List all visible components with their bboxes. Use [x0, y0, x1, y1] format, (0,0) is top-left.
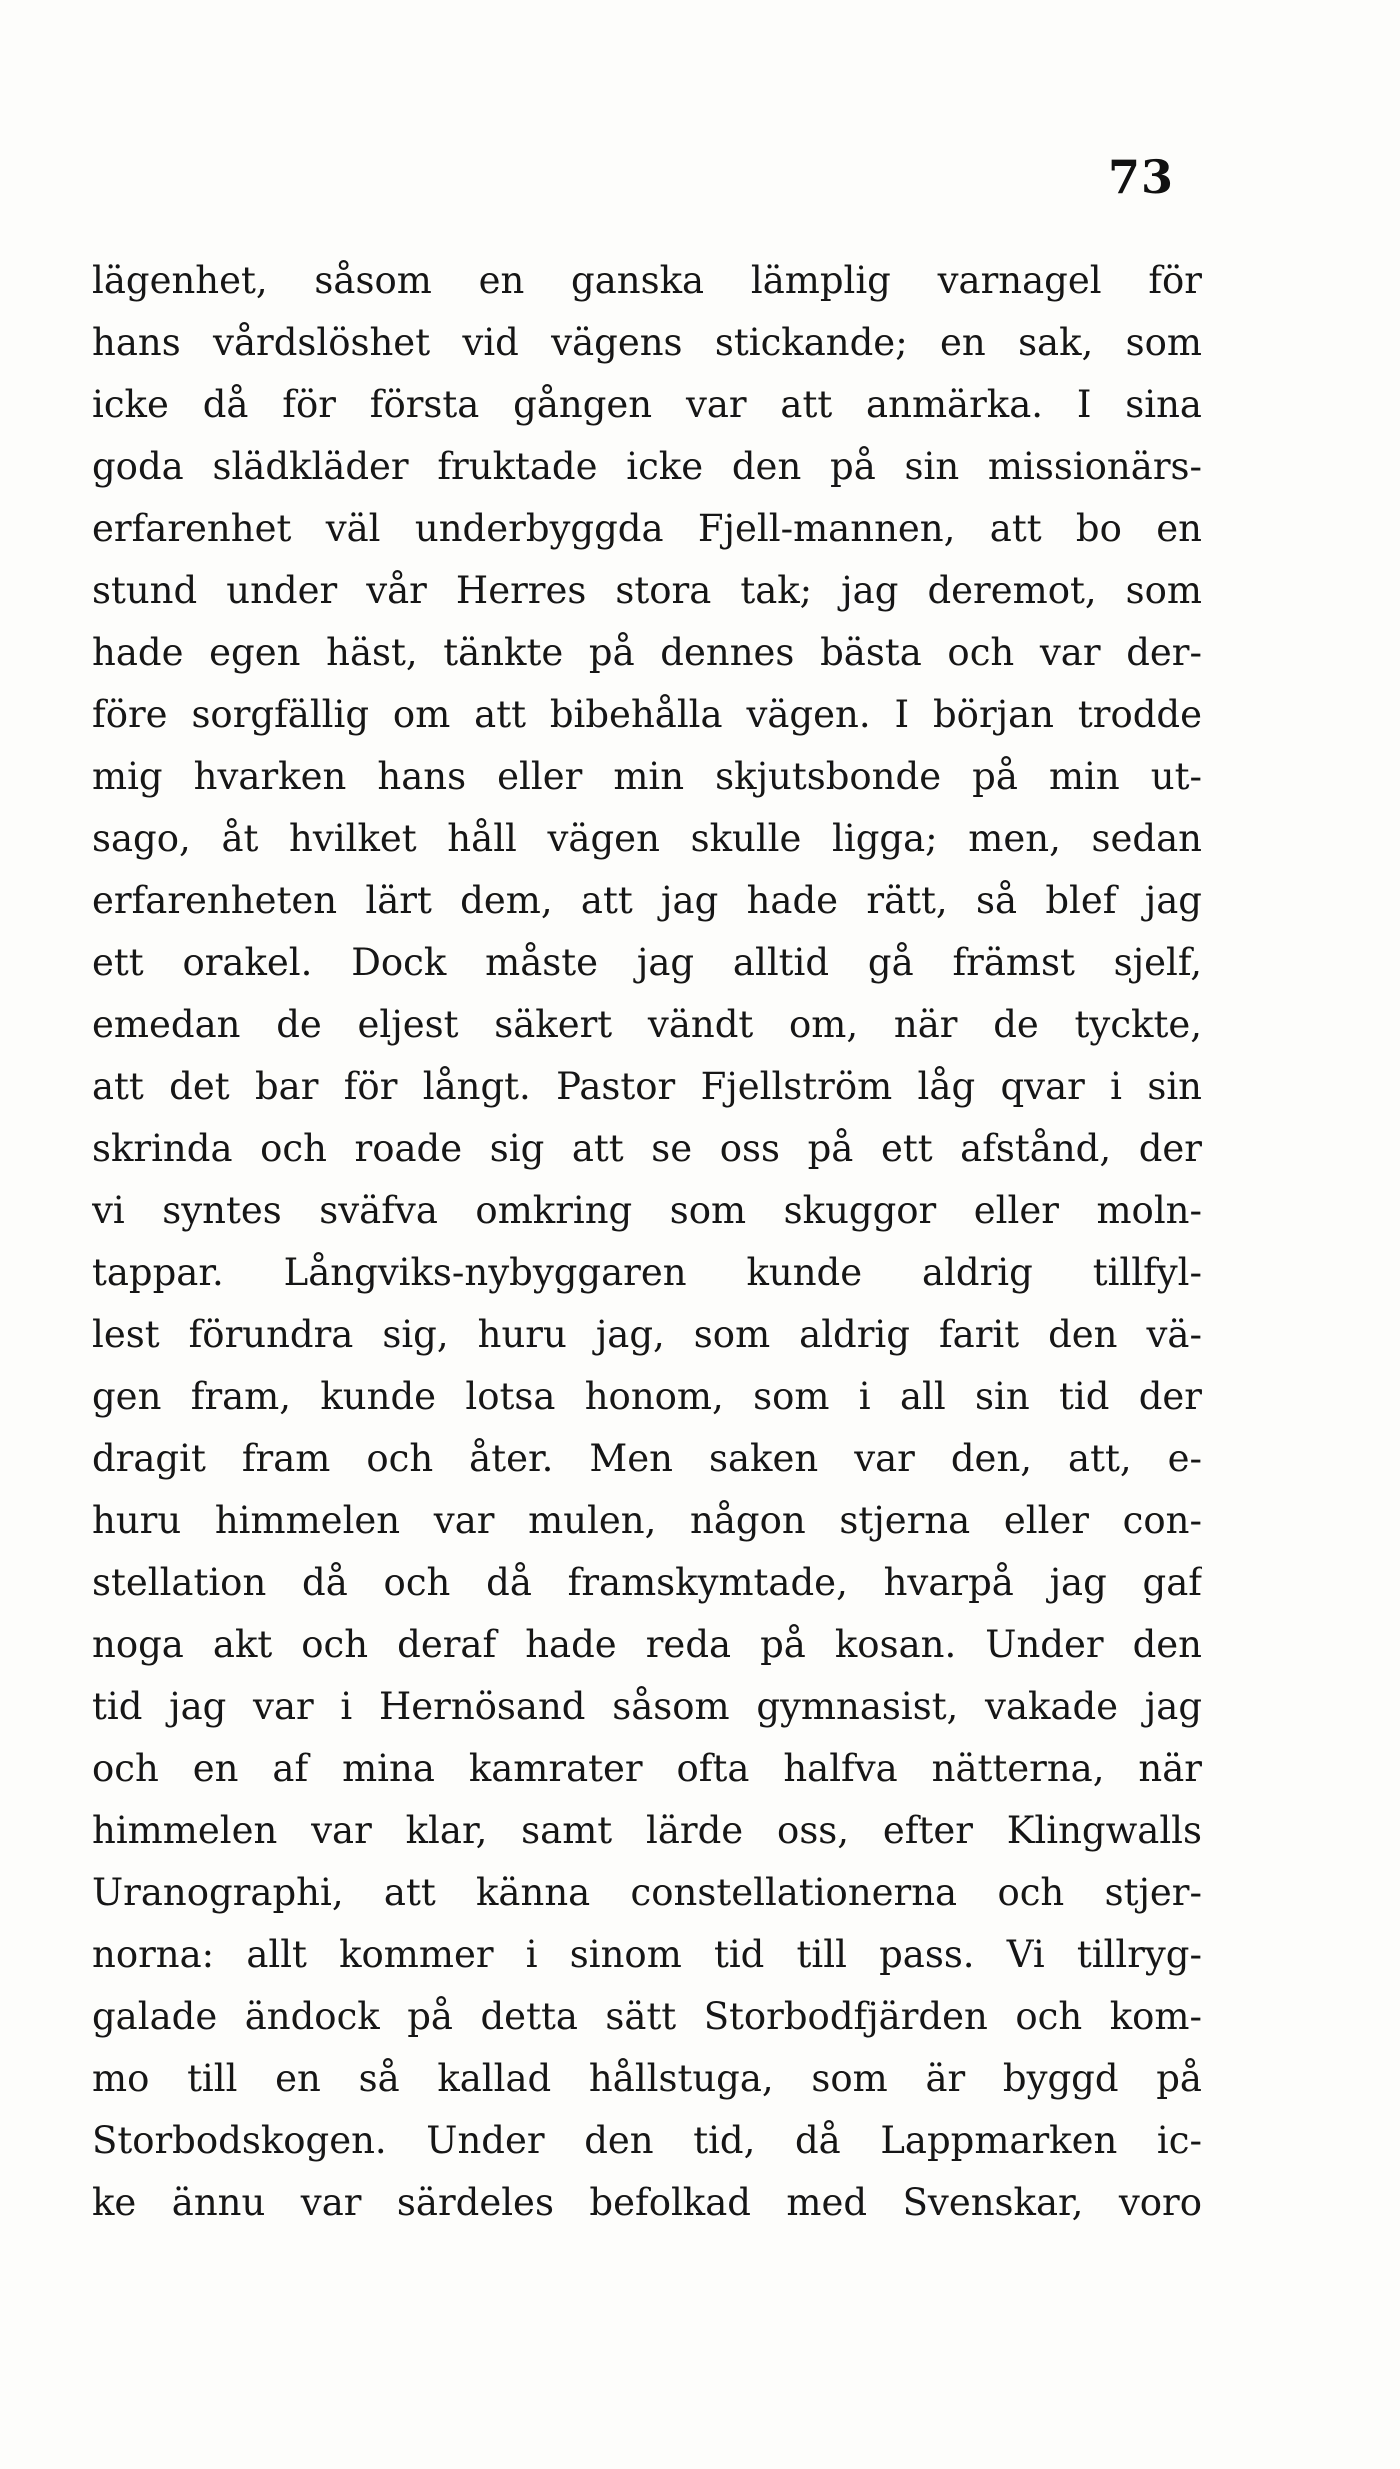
text-line: lägenhet, såsom en ganska lämplig varnagel för — [92, 259, 1202, 302]
text-line: ke ännu var särdeles befolkad med Svenskar, voro — [92, 2181, 1202, 2224]
text-line: erfarenhet väl underbyggda Fjell-mannen, att bo en — [92, 507, 1202, 550]
text-line: mo till en så kallad hållstuga, som är byggd på — [92, 2057, 1202, 2100]
text-line: icke då för första gången var att anmärka. I sina — [92, 383, 1202, 426]
text-line: gen fram, kunde lotsa honom, som i all sin tid der — [92, 1375, 1202, 1418]
page-number: 73 — [1108, 150, 1175, 204]
text-line: noga akt och deraf hade reda på kosan. Under den — [92, 1623, 1202, 1666]
text-line: stellation då och då framskymtade, hvarpå jag gaf — [92, 1561, 1202, 1604]
text-line: före sorgfällig om att bibehålla vägen. I början trodde — [92, 693, 1202, 736]
text-body — [92, 250, 1202, 2234]
text-line: goda slädkläder fruktade icke den på sin missionärs- — [92, 445, 1202, 488]
text-line: ett orakel. Dock måste jag alltid gå främst sjelf, — [92, 941, 1202, 984]
text-line: stund under vår Herres stora tak; jag deremot, som — [92, 569, 1202, 612]
text-line: erfarenheten lärt dem, att jag hade rätt, så blef jag — [92, 879, 1202, 922]
text-line: Uranographi, att känna constellationerna och stjer- — [92, 1871, 1202, 1914]
text-line: dragit fram och åter. Men saken var den, att, e- — [92, 1437, 1202, 1480]
text-line: hade egen häst, tänkte på dennes bästa och var der- — [92, 631, 1202, 674]
text-line: tappar. Långviks-nybyggaren kunde aldrig tillfyl- — [92, 1251, 1202, 1294]
text-line: hans vårdslöshet vid vägens stickande; en sak, som — [92, 321, 1202, 364]
text-line: Storbodskogen. Under den tid, då Lappmarken ic- — [92, 2119, 1202, 2162]
text-line: himmelen var klar, samt lärde oss, efter Klingwalls — [92, 1809, 1202, 1852]
text-line: skrinda och roade sig att se oss på ett afstånd, der — [92, 1127, 1202, 1170]
text-line: mig hvarken hans eller min skjutsbonde på min ut- — [92, 755, 1202, 798]
text-line: emedan de eljest säkert vändt om, när de tyckte, — [92, 1003, 1202, 1046]
text-line: huru himmelen var mulen, någon stjerna eller con- — [92, 1499, 1202, 1542]
text-line: norna: allt kommer i sinom tid till pass. Vi tillryg- — [92, 1933, 1202, 1976]
text-line: att det bar för långt. Pastor Fjellström låg qvar i sin — [92, 1065, 1202, 1108]
text-line: lest förundra sig, huru jag, som aldrig farit den vä- — [92, 1313, 1202, 1356]
text-line: tid jag var i Hernösand såsom gymnasist, vakade jag — [92, 1685, 1202, 1728]
text-line: vi syntes sväfva omkring som skuggor eller moln- — [92, 1189, 1202, 1232]
text-line: sago, åt hvilket håll vägen skulle ligga; men, sedan — [92, 817, 1202, 860]
text-line: galade ändock på detta sätt Storbodfjärden och kom- — [92, 1995, 1202, 2038]
text-line: och en af mina kamrater ofta halfva nätterna, när — [92, 1747, 1202, 1790]
